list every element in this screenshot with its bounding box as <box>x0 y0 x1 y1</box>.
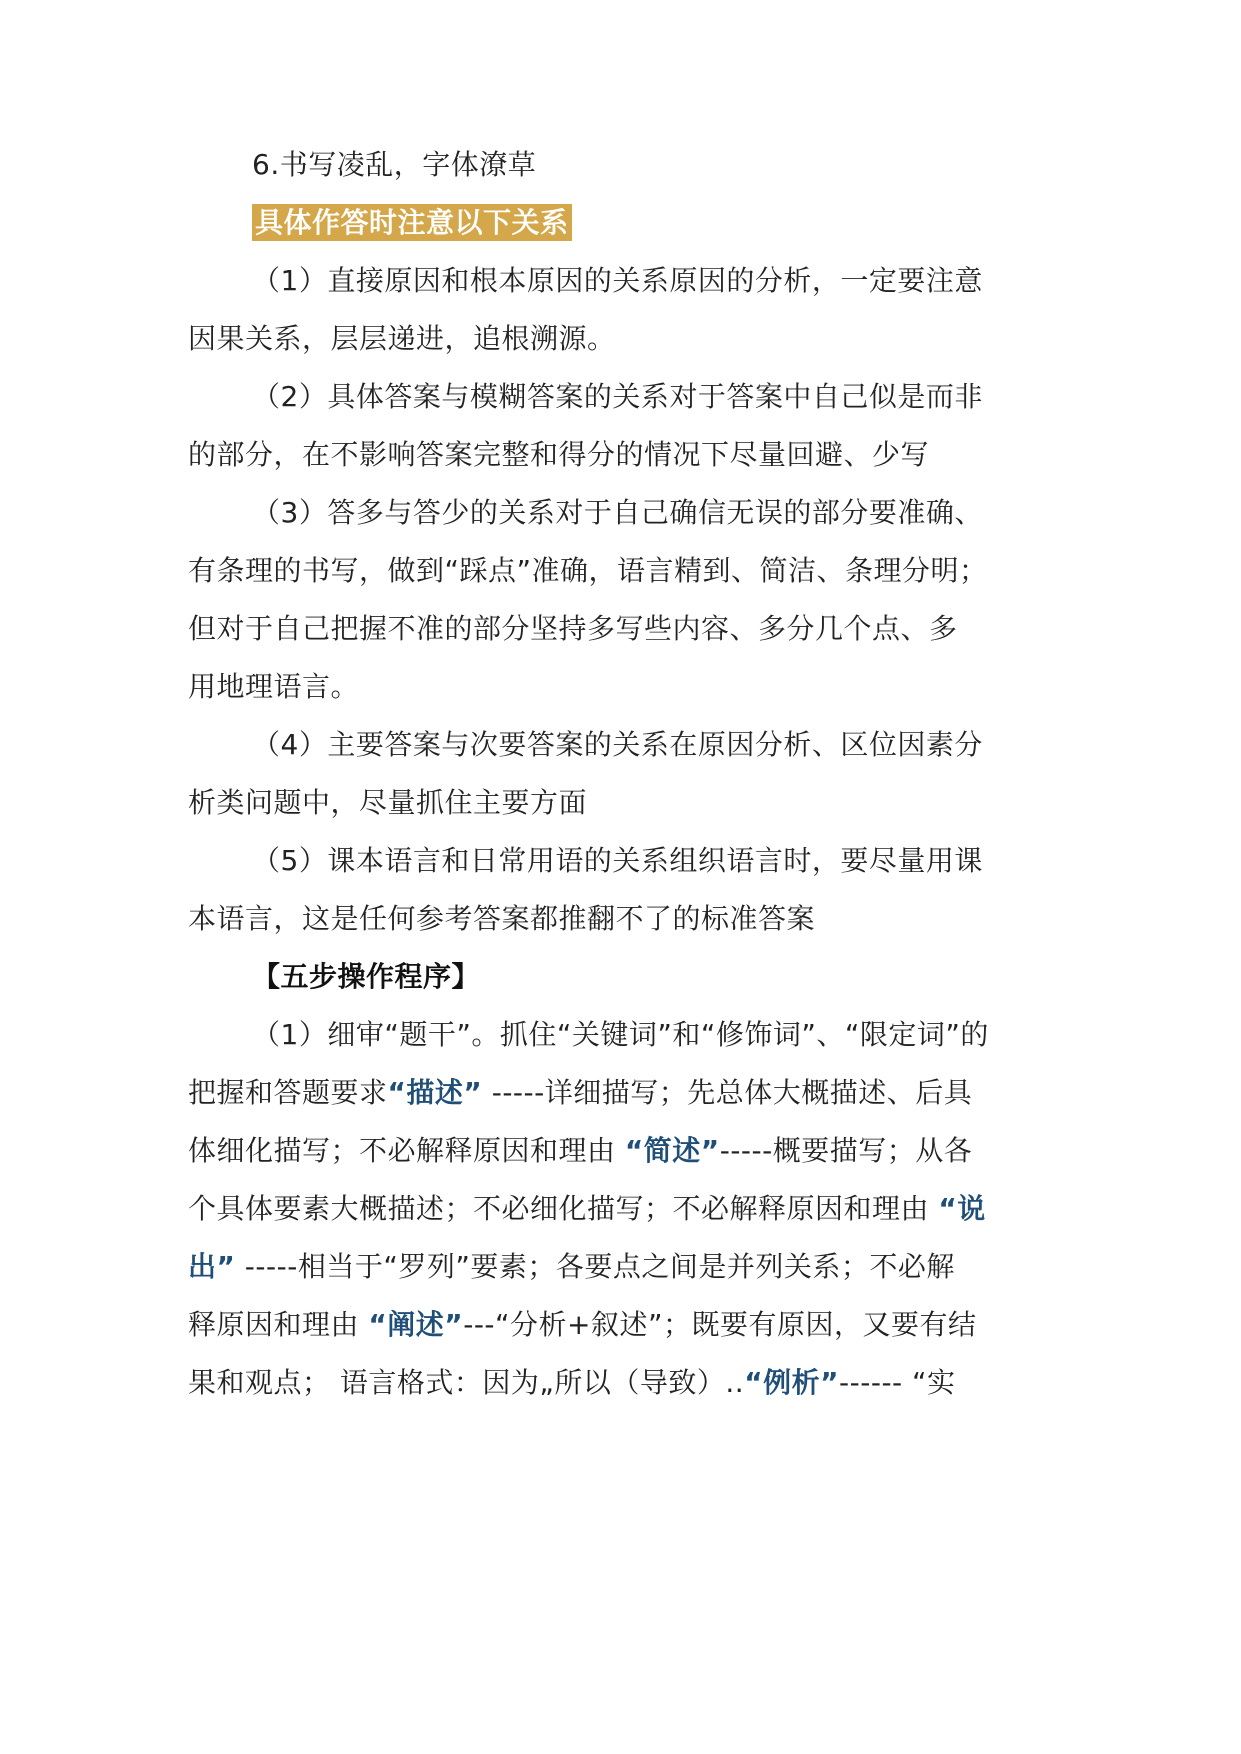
text-run: -----相当于“罗列”要素；各要点之间是并列关系；不必解 <box>235 1250 955 1283</box>
highlighted-heading: 具体作答时注意以下关系 <box>252 204 572 241</box>
paragraph-5-line-1: （5）课本语言和日常用语的关系组织语言时，要尽量用课 <box>252 844 983 877</box>
step-1-line-7 <box>188 1363 956 1403</box>
keyword-state-part2: 出” <box>188 1250 236 1283</box>
keyword-brief: “简述” <box>624 1134 720 1167</box>
list-item-6: 6.书写凌乱，字体潦草 <box>252 148 537 181</box>
step-1-line-4 <box>188 1189 986 1229</box>
text-run: 释原因和理由 <box>188 1308 369 1341</box>
paragraph-1-line-1: （1）直接原因和根本原因的关系原因的分析，一定要注意 <box>252 264 983 297</box>
text-run: 体细化描写；不必解释原因和理由 <box>188 1134 625 1167</box>
text-run: -----详细描写；先总体大概描述、后具 <box>482 1076 973 1109</box>
text-run: 把握和答题要求 <box>188 1076 388 1109</box>
text-run: 个具体要素大概描述；不必细化描写；不必解释原因和理由 <box>188 1192 939 1225</box>
keyword-describe: “描述” <box>387 1076 483 1109</box>
step-1-line-2 <box>188 1073 972 1113</box>
paragraph-4-line-1: （4）主要答案与次要答案的关系在原因分析、区位因素分 <box>252 728 983 761</box>
step-1-line-5 <box>188 1247 955 1287</box>
paragraph-5-line-2: 本语言，这是任何参考答案都推翻不了的标准答案 <box>188 902 816 935</box>
text-run: 果和观点； 语言格式：因为„所以（导致）.. <box>188 1366 745 1399</box>
paragraph-3-line-4: 用地理语言。 <box>188 670 360 703</box>
text-run: -----概要描写；从各 <box>719 1134 973 1167</box>
steps-heading: 【五步操作程序】 <box>252 960 481 993</box>
text-run: ---“分析+叙述”；既要有原因，又要有结 <box>463 1308 977 1341</box>
step-1-line-1: （1）细审“题干”。抓住“关键词”和“修饰词”、“限定词”的 <box>252 1018 989 1051</box>
paragraph-4-line-2: 析类问题中，尽量抓住主要方面 <box>188 786 588 819</box>
keyword-example: “例析” <box>744 1366 840 1399</box>
keyword-elaborate: “阐述” <box>368 1308 464 1341</box>
keyword-state-part1: “说 <box>938 1192 986 1225</box>
text-run: ------ “实 <box>839 1366 956 1399</box>
step-1-line-6 <box>188 1305 977 1345</box>
paragraph-1-line-2: 因果关系，层层递进，追根溯源。 <box>188 322 616 355</box>
paragraph-2-line-1: （2）具体答案与模糊答案的关系对于答案中自己似是而非 <box>252 380 983 413</box>
section-heading <box>252 203 572 243</box>
paragraph-3-line-1: （3）答多与答少的关系对于自己确信无误的部分要准确、 <box>252 496 983 529</box>
paragraph-3-line-2: 有条理的书写，做到“踩点”准确，语言精到、简洁、条理分明； <box>188 554 988 587</box>
step-1-line-3 <box>188 1131 972 1171</box>
paragraph-2-line-2: 的部分，在不影响答案完整和得分的情况下尽量回避、少写 <box>188 438 930 471</box>
paragraph-3-line-3: 但对于自己把握不准的部分坚持多写些内容、多分几个点、多 <box>188 612 958 645</box>
